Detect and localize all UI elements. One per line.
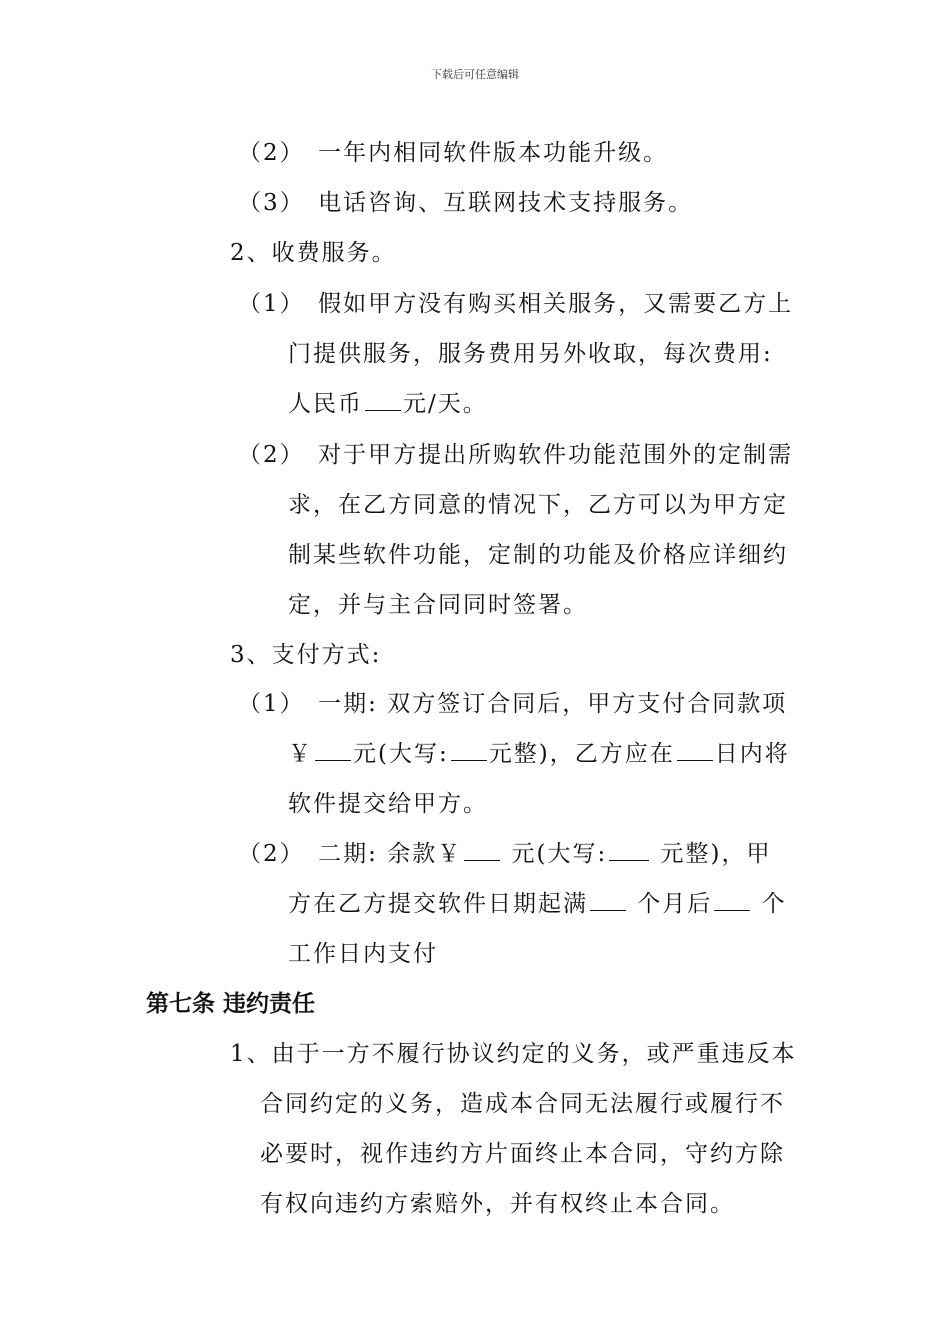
section-payment-method: 3、支付方式:: [230, 642, 382, 668]
payment-item-1-line-2: [288, 735, 790, 768]
paid-item-1-line-1: （1） 假如甲方没有购买相关服务，又需要乙方上: [238, 291, 794, 317]
blank-daily-fee: [365, 392, 401, 411]
blank-months: [590, 892, 626, 911]
text-after-delivery: 方在乙方提交软件日期起满: [288, 891, 588, 917]
payment-item-1-line-3: 软件提交给甲方。: [288, 791, 488, 817]
blank-days: [677, 742, 713, 761]
paid-item-2-line-2: 求，在乙方同意的情况下，乙方可以为甲方定: [288, 492, 788, 518]
text-capital-open: 元(大写:: [353, 741, 449, 767]
paid-item-2-line-4: 定，并与主合同同时签署。: [288, 592, 588, 618]
text-yuan-close: 元整)，乙方应在: [488, 741, 675, 767]
text-balance-yen: （2） 二期: 余款￥: [238, 841, 463, 867]
blank-balance-capital: [609, 842, 649, 861]
service-item-2: （2） 一年内相同软件版本功能升级。: [238, 140, 669, 166]
payment-item-1-line-1: （1） 一期: 双方签订合同后，甲方支付合同款项: [238, 691, 788, 717]
blank-amount-capital: [451, 742, 487, 761]
blank-workdays: [714, 892, 750, 911]
blank-amount: [315, 742, 351, 761]
text-capital-open-2: 元(大写:: [502, 841, 608, 867]
paid-item-1-line-2: 门提供服务，服务费用另外收取，每次费用:: [288, 341, 773, 367]
text-rmb: 人民币: [288, 391, 363, 417]
payment-item-2-line-2: [288, 885, 787, 918]
payment-item-2-line-1: [238, 835, 772, 868]
article-7-heading: 第七条 违约责任: [146, 991, 316, 1017]
text-days-within: 日内将: [714, 741, 790, 767]
text-yuan-close-2: 元整)，甲: [651, 841, 772, 867]
service-item-3: （3） 电话咨询、互联网技术支持服务。: [238, 190, 694, 216]
text-months-after: 个月后: [628, 891, 713, 917]
text-ge: 个: [752, 891, 787, 917]
payment-item-2-line-3: 工作日内支付: [288, 941, 438, 967]
blank-balance: [464, 842, 500, 861]
paid-item-1-line-3: [288, 385, 488, 418]
page-header: 下载后可任意编辑: [431, 68, 519, 81]
breach-item-1-line-2: 合同约定的义务，造成本合同无法履行或履行不: [260, 1091, 785, 1117]
paid-item-2-line-1: （2） 对于甲方提出所购软件功能范围外的定制需: [238, 442, 794, 468]
breach-item-1-line-3: 必要时，视作违约方片面终止本合同，守约方除: [260, 1141, 785, 1167]
paid-item-2-line-3: 制某些软件功能，定制的功能及价格应详细约: [288, 542, 788, 568]
section-paid-service: 2、收费服务。: [230, 240, 397, 266]
text-yuan-per-day: 元/天。: [403, 391, 488, 417]
breach-item-1-line-4: 有权向违约方索赔外，并有权终止本合同。: [260, 1191, 735, 1217]
text-yen: ￥: [288, 741, 313, 767]
breach-item-1-line-1: 1、由于一方不履行协议约定的义务，或严重违反本: [230, 1041, 797, 1067]
